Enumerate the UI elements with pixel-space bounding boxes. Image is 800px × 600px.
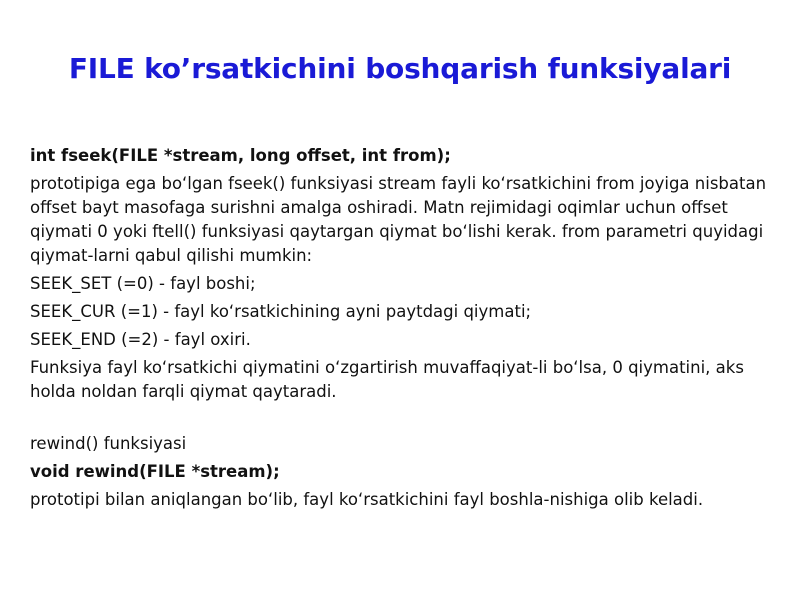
paragraph-gap [30,408,778,432]
seek-end-item: SEEK_END (=2) - fayl oxiri. [30,330,251,349]
seek-set-item: SEEK_SET (=0) - fayl boshi; [30,274,256,293]
fseek-description: prototipiga ega bo‘lgan fseek() funksiyasi stream fayli ko‘rsatkichini from joyiga nisbatan offset bayt masofaga surishni amalga oshiradi. Matn rejimidagi oqimlar uchun offset qiymati 0 yoki ftell() funksiyasi qaytargan qiymat bo‘lishi kerak. from parametri quyidagi qiymat-larni qabul qilishi mumkin: [30,174,767,265]
slide-content [30,144,778,516]
rewind-signature: void rewind(FILE *stream); [30,462,280,481]
seek-cur-item: SEEK_CUR (=1) - fayl ko‘rsatkichining ayni paytdagi qiymati; [30,302,532,321]
fseek-signature: int fseek(FILE *stream, long offset, int from); [30,146,451,165]
rewind-heading: rewind() funksiyasi [30,434,187,453]
slide-title: FILE ko’rsatkichini boshqarish funksiyalari [68,52,732,85]
fseek-return-description: Funksiya fayl ko‘rsatkichi qiymatini o‘zgartirish muvaffaqiyat-li bo‘lsa, 0 qiymatini, aks holda noldan farqli qiymat qaytaradi. [30,358,744,401]
rewind-description: prototipi bilan aniqlangan bo‘lib, fayl ko‘rsatkichini fayl boshla-nishiga olib keladi. [30,490,704,509]
